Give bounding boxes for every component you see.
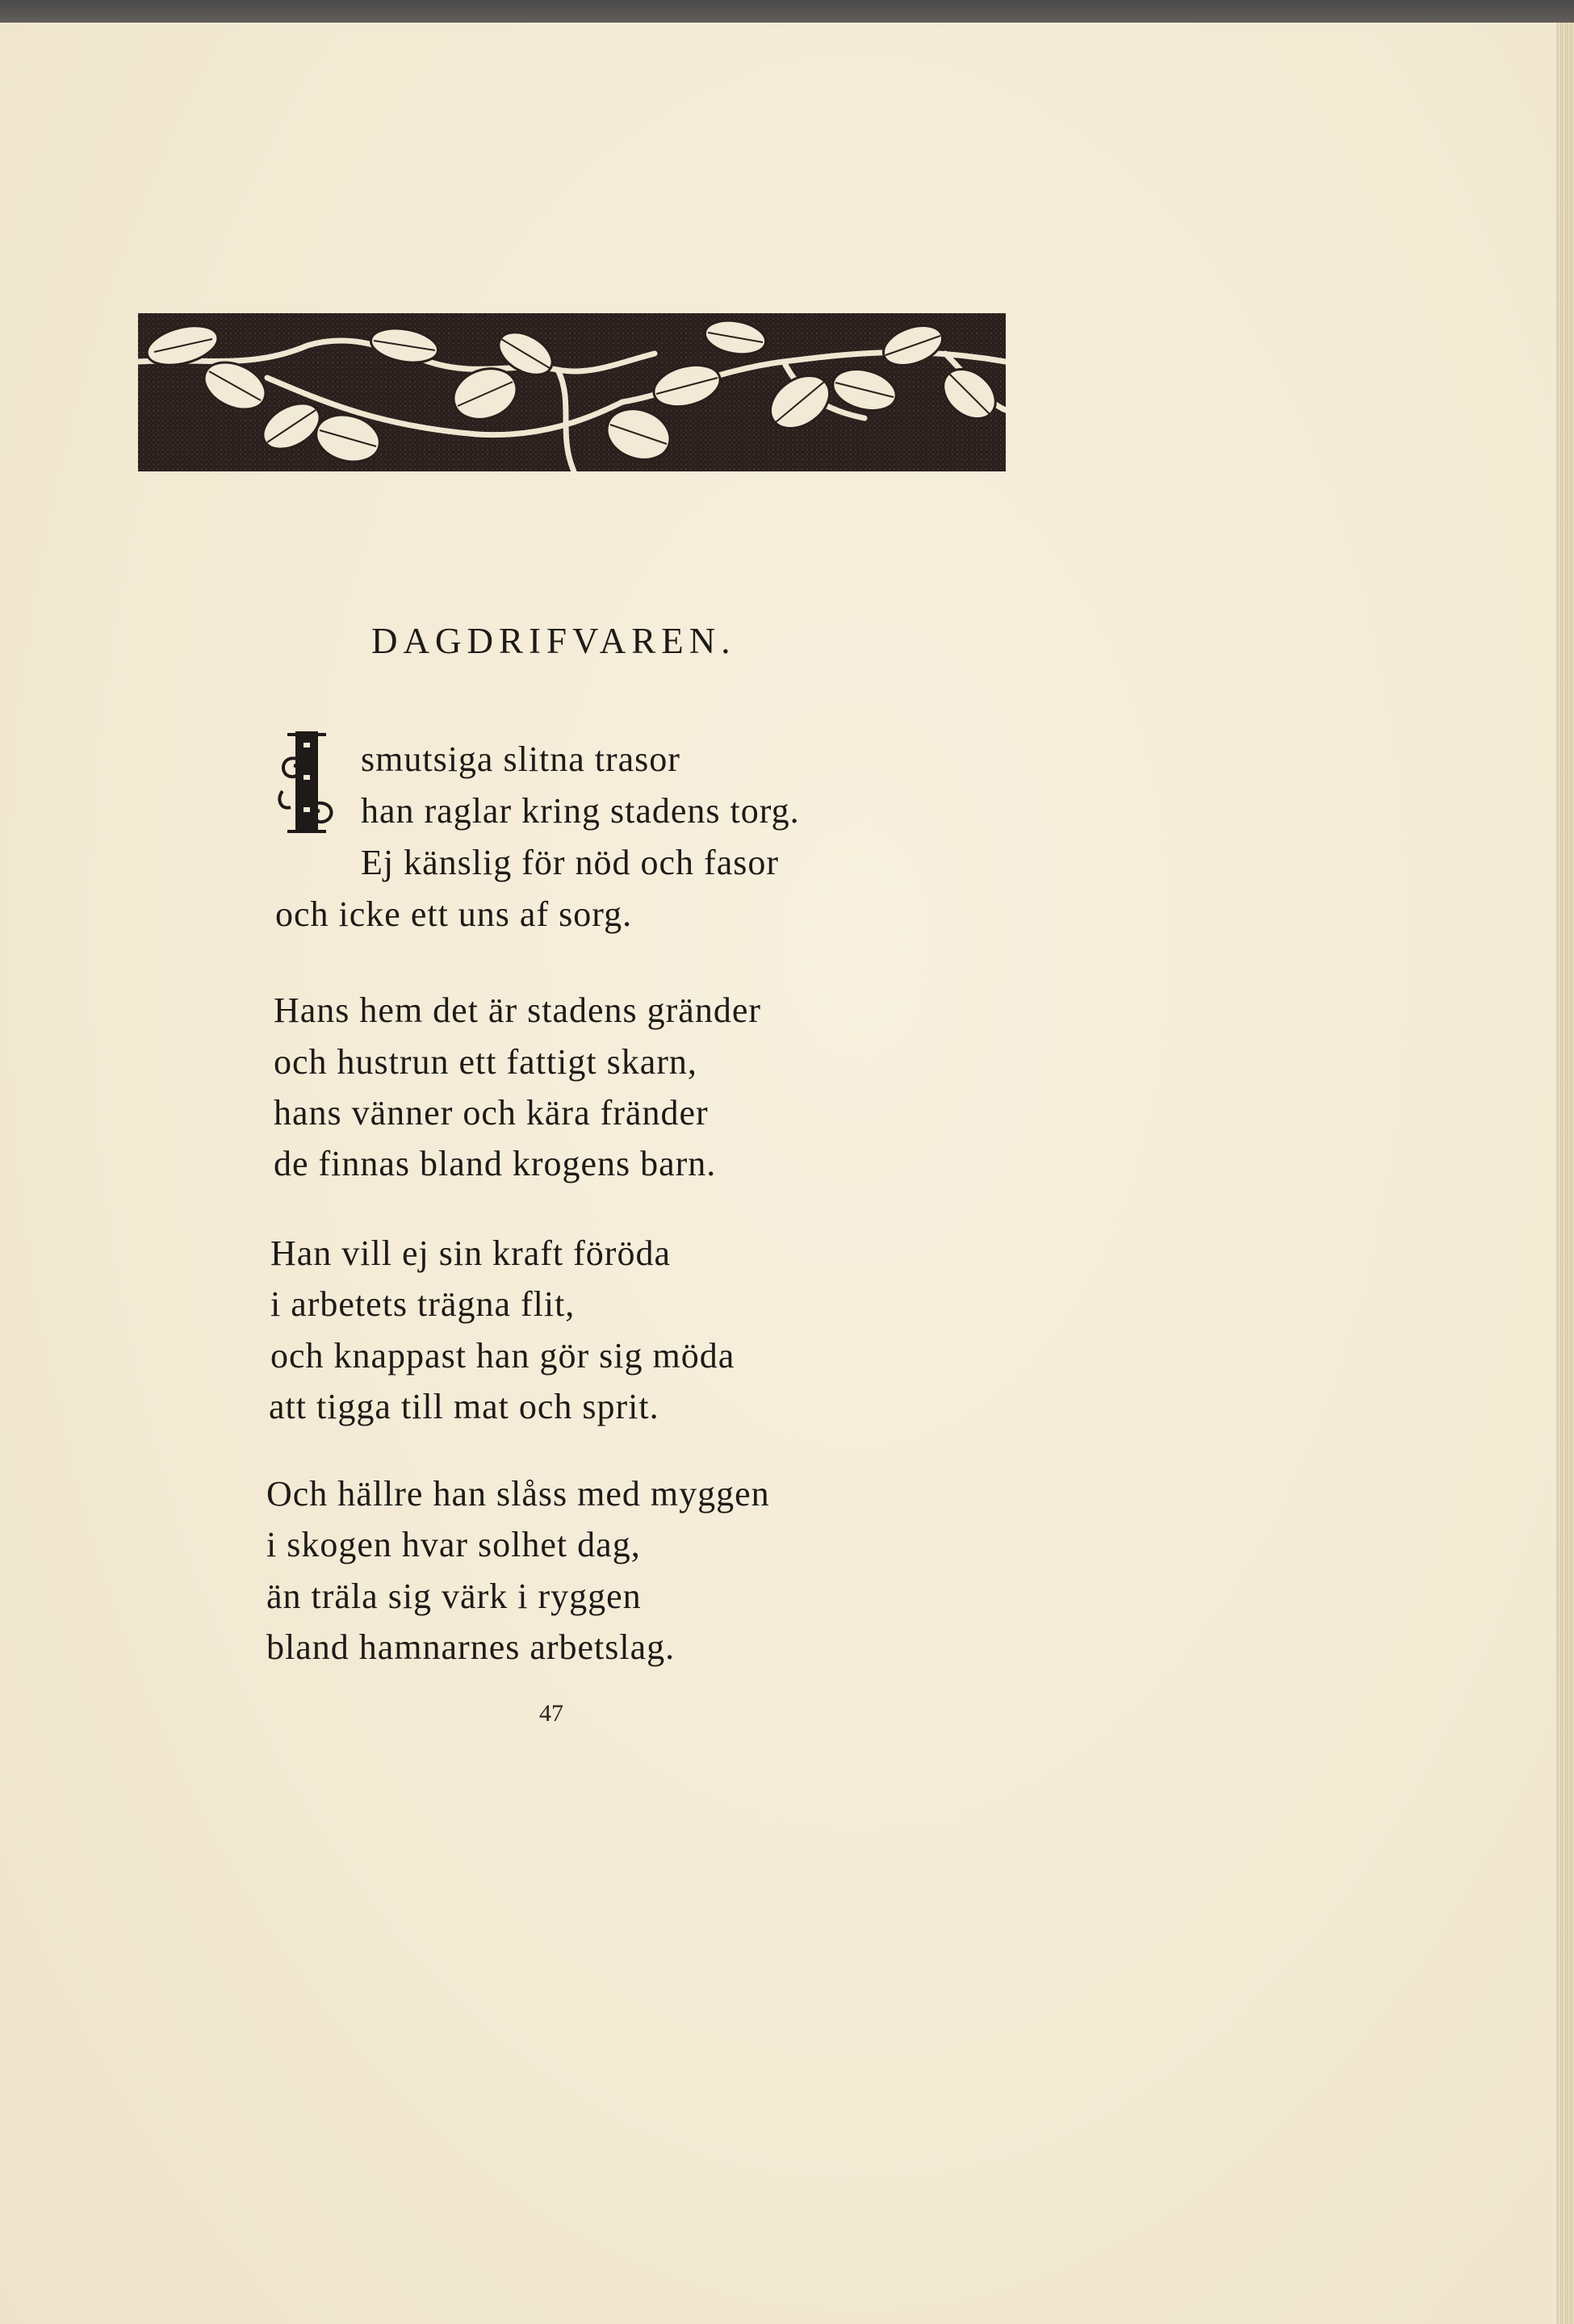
ornate-initial-i-icon (273, 727, 341, 840)
poem-line: Och hällre han slåss med myggen (266, 1474, 770, 1514)
poem-line: smutsiga slitna trasor (361, 739, 680, 779)
poem-line: han raglar kring stadens torg. (361, 791, 800, 831)
poem-line: än träla sig värk i ryggen (266, 1577, 642, 1616)
poem-line: i arbetets trägna flit, (270, 1284, 576, 1324)
poem-line: Han vill ej sin kraft föröda (270, 1233, 671, 1273)
poem-line: och knappast han gör sig möda (270, 1336, 735, 1376)
leafy-branch-vignette-icon (138, 313, 1006, 471)
poem-title: DAGDRIFVAREN. (371, 621, 736, 661)
poem-line: att tigga till mat och sprit. (269, 1387, 659, 1426)
poem-line: Hans hem det är stadens gränder (274, 990, 762, 1030)
poem-line: de finnas bland krogens barn. (274, 1144, 717, 1183)
page-number: 47 (539, 1700, 563, 1727)
poem-line: och hustrun ett fattigt skarn, (274, 1042, 697, 1082)
poem-line: och icke ett uns af sorg. (275, 894, 633, 934)
poem-line: bland hamnarnes arbetslag. (266, 1627, 676, 1667)
poem-line: hans vänner och kära fränder (274, 1093, 709, 1133)
poem-line: i skogen hvar solhet dag, (266, 1525, 641, 1564)
poem-line: Ej känslig för nöd och fasor (361, 843, 779, 882)
page-edge (1556, 23, 1574, 2324)
